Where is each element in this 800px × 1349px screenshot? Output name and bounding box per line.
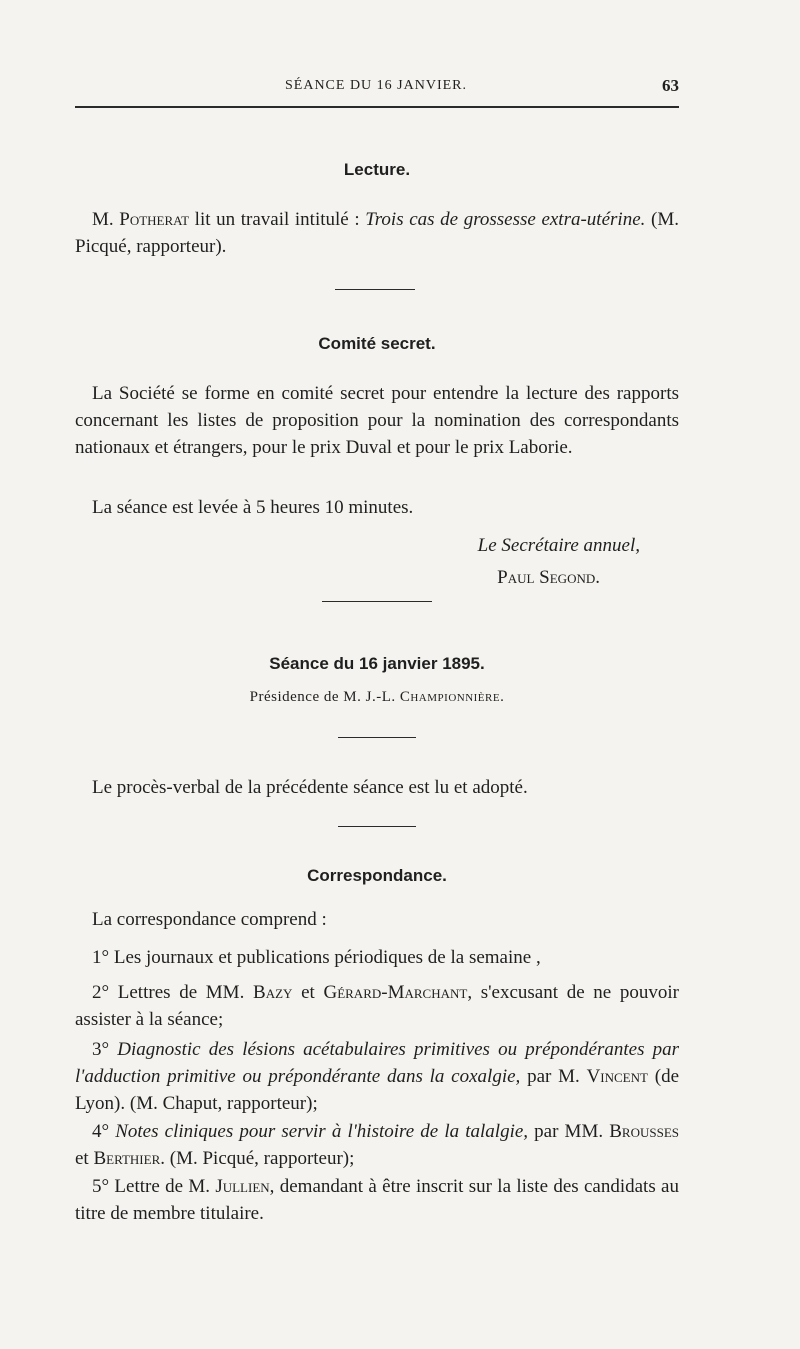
lecture-heading: Lecture. (343, 160, 411, 179)
presidence-prefix: Présidence de M. J.-L. (249, 689, 400, 705)
correspondance-heading: Correspondance. (307, 866, 447, 885)
item-text: et (292, 982, 324, 1003)
signature-role: Le Secrétaire annuel, (477, 535, 640, 556)
proces-verbal: Le procès-verbal de la précédente séance est lu et adopté. (92, 777, 528, 798)
section-divider (338, 826, 416, 827)
comite-paragraph: La Société se forme en comité secret pour entendre la lecture des rapports concernant les listes de proposition pour la nomination des correspondants nationaux et étrangers, pour le prix Duval et pour le prix Laborie. (75, 383, 679, 458)
item-text: et (75, 1148, 94, 1169)
person-name: Bazy (253, 982, 293, 1003)
lecture-text: lit un travail intitulé : (189, 209, 366, 230)
presidence-line (75, 689, 679, 706)
item-number: 4° (92, 1121, 116, 1142)
closing-line: La séance est levée à 5 heures 10 minutes. (92, 497, 414, 518)
work-title: Notes cliniques pour servir à l'histoire de la talalgie, (115, 1121, 529, 1142)
lecture-rapporteur: (M. Picqué, rapporteur). (75, 209, 679, 257)
person-name: Jullien (215, 1176, 270, 1197)
running-title: SÉANCE DU 16 JANVIER. (285, 78, 467, 93)
header-rule (75, 106, 679, 108)
correspondance-intro: La correspondance comprend : (92, 909, 327, 930)
person-name: Vincent (586, 1066, 648, 1087)
item-text: , demandant à être inscrit sur la liste des candidats au titre de membre titulaire. (75, 1176, 679, 1224)
section-divider (338, 737, 416, 738)
list-item (75, 1118, 679, 1172)
comite-heading: Comité secret. (318, 334, 436, 353)
page-number: 63 (662, 76, 679, 95)
person-name: Gérard-Marchant (323, 982, 468, 1003)
item-text: , s'excusant de ne pouvoir assister à la séance; (75, 982, 680, 1030)
running-header (75, 76, 679, 100)
item-text: 5° Lettre de M. (92, 1176, 216, 1197)
seance-title: Séance du 16 janvier 1895. (269, 654, 485, 673)
list-item (75, 1173, 679, 1227)
lecture-paragraph (75, 206, 679, 260)
list-item (75, 1036, 679, 1117)
section-divider (322, 601, 432, 602)
list-item (75, 979, 679, 1033)
list-item: 1° Les journaux et publications périodiques de la semaine , (92, 947, 541, 968)
lecture-author-name: Potherat (119, 209, 190, 230)
lecture-author-prefix: M. (92, 209, 120, 230)
person-name: Brousses (609, 1121, 679, 1142)
presidence-name: Championnière. (399, 689, 505, 705)
item-text: 2° Lettres de MM. (92, 982, 254, 1003)
item-text: par MM. (528, 1121, 610, 1142)
work-title: Diagnostic des lésions acétabulaires primitives ou prépondérantes par l'adduction primitive ou prépondérante dans la coxalgie, (75, 1039, 679, 1087)
item-text: par M. (520, 1066, 587, 1087)
section-divider (335, 289, 415, 290)
person-name: Berthier (93, 1148, 161, 1169)
lecture-work-title: Trois cas de grossesse extra-utérine. (365, 209, 646, 230)
item-text: (de Lyon). (M. Chaput, rapporteur); (75, 1066, 679, 1114)
signature-name: Paul Segond. (497, 567, 600, 588)
item-text: . (M. Picqué, rapporteur); (160, 1148, 355, 1169)
item-number: 3° (92, 1039, 118, 1060)
